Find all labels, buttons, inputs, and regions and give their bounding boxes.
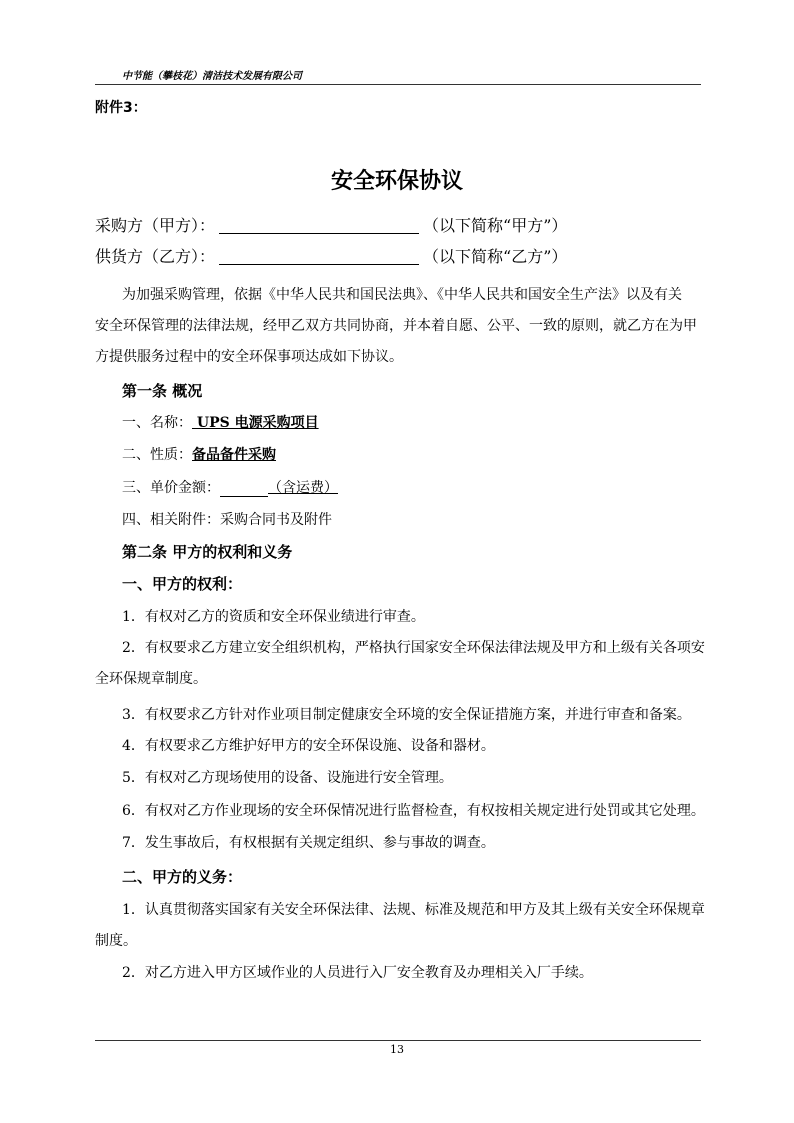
party-a-blank	[219, 219, 419, 234]
attachments-line: 四、相关附件：采购合同书及附件	[122, 512, 332, 528]
document-title: 安全环保协议	[330, 169, 463, 194]
name-value: UPS 电源采购项目	[192, 415, 319, 431]
attachment-label: 附件3：	[95, 100, 147, 116]
article1-heading: 第一条 概况	[122, 382, 203, 400]
running-header: 中节能（攀枝花）清洁技术发展有限公司	[122, 71, 302, 82]
party-a-suffix: （以下简称“甲方”）	[423, 216, 568, 235]
rights-item: 5．有权对乙方现场使用的设备、设施进行安全管理。	[122, 770, 453, 786]
rights-item-cont: 全环保规章制度。	[95, 671, 207, 687]
duties-item-cont: 制度。	[95, 933, 137, 949]
header-divider	[95, 84, 701, 85]
rights-item: 7．发生事故后，有权根据有关规定组织、参与事故的调查。	[122, 835, 495, 851]
rights-item: 6．有权对乙方作业现场的安全环保情况进行监督检查，有权按相关规定进行处罚或其它处理。	[122, 803, 705, 819]
rights-item: 1．有权对乙方的资质和安全环保业绩进行审查。	[122, 609, 425, 625]
price-line	[122, 479, 338, 497]
party-b-blank	[219, 250, 419, 265]
rights-item: 3．有权要求乙方针对作业项目制定健康安全环境的安全保证措施方案，并进行审查和备案。	[122, 707, 691, 723]
price-blank	[220, 482, 268, 497]
nature-line	[122, 446, 276, 464]
party-a-label: 采购方（甲方）：	[95, 216, 216, 235]
rights-heading: 一、甲方的权利：	[122, 575, 243, 593]
article2-heading: 第二条 甲方的权利和义务	[122, 543, 293, 561]
duties-item: 1．认真贯彻落实国家有关安全环保法律、法规、标准及规范和甲方及其上级有关安全环保规章	[122, 902, 705, 918]
duties-item: 2．对乙方进入甲方区域作业的人员进行入厂安全教育及办理相关入厂手续。	[122, 965, 593, 981]
duties-heading: 二、甲方的义务：	[122, 868, 243, 886]
party-b-label: 供货方（乙方）：	[95, 247, 216, 266]
price-suffix: （含运费）	[268, 480, 338, 496]
intro-line: 为加强采购管理，依据《中华人民共和国民法典》、《中华人民共和国安全生产法》以及有关	[122, 287, 682, 303]
party-b-line	[95, 248, 567, 266]
party-a-line	[95, 217, 567, 235]
rights-item: 2．有权要求乙方建立安全组织机构，严格执行国家安全环保法律法规及甲方和上级有关各项安	[122, 640, 705, 656]
party-b-suffix: （以下简称“乙方”）	[423, 247, 568, 266]
nature-value: 备品备件采购	[192, 447, 276, 463]
intro-line: 安全环保管理的法律法规，经甲乙双方共同协商，并本着自愿、公平、一致的原则，就乙方在为甲	[95, 318, 697, 334]
footer-divider	[95, 1040, 701, 1041]
page-number: 13	[390, 1043, 404, 1056]
intro-line: 方提供服务过程中的安全环保事项达成如下协议。	[95, 349, 403, 365]
price-label: 三、单价金额：	[122, 480, 220, 496]
name-label: 一、名称：	[122, 415, 192, 431]
project-name-line	[122, 414, 319, 432]
nature-label: 二、性质：	[122, 447, 192, 463]
rights-item: 4．有权要求乙方维护好甲方的安全环保设施、设备和器材。	[122, 738, 495, 754]
